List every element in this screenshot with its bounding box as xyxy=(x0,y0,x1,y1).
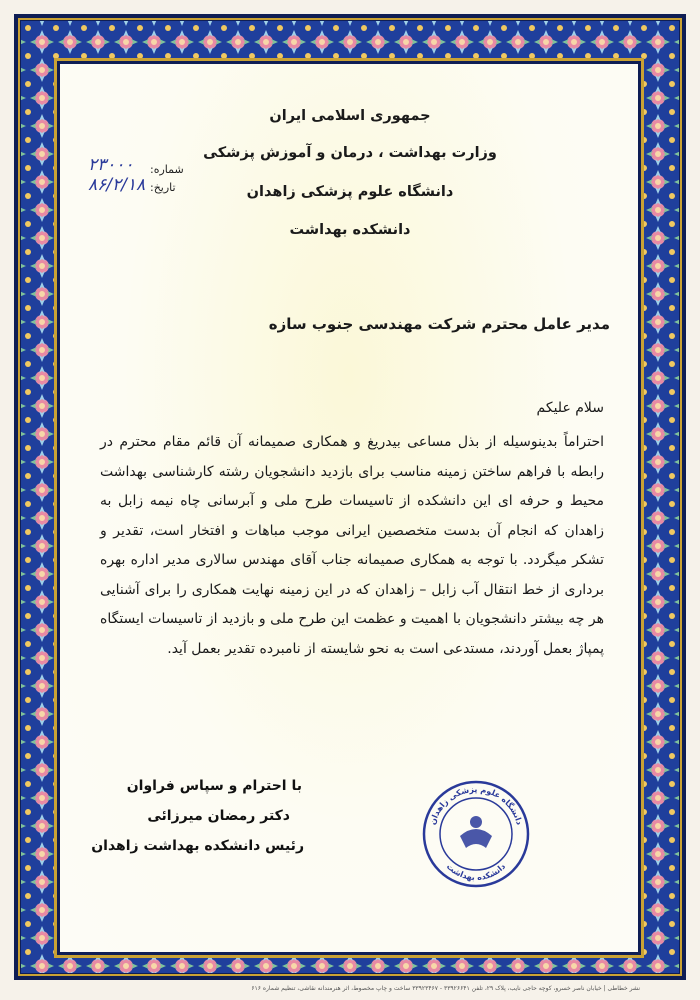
letter-body-text: احتراماً بدینوسیله از بذل مساعی بیدریغ و همکاری صمیمانه آن قائم مقام محترم در رابطه با فراهم ساختن زمینه مناسب برای بازدید دانشجویان رشته کارشناسی بهداشت محیط و حرفه ای این دانشکده از تاسیسات طرح ملی و آبرسانی چاه نیمه زابل به زاهدان که انجام آن بدست متخصصین ایرانی موجب مباهات و افتخار است، تقدیر و تشکر میگردد. با توجه به همکاری صمیمانه جناب آقای مهندس سالاری مدیر اداره بهره برداری از خط انتقال آب زابل – زاهدان که در این زمینه نهایت همکاری را برای آشنایی هر چه بیشتر دانشجویان با اهمیت و عظمت این طرح ملی و بازدید از تاسیسات ایستگاه پمپاژ بعمل آوردند، مستدعی است به نحو شایسته از نامبرده تقدیر بعمل آید. xyxy=(100,434,604,657)
stamp-bottom-text: دانشکده بهداشت xyxy=(444,861,508,883)
stamp-emblem xyxy=(460,829,492,848)
number-label: شماره: xyxy=(150,163,184,176)
header-line-4: دانشکده بهداشت xyxy=(289,222,411,238)
printer-footer: نشر خطاطی | خیابان ناصر خسرو، کوچه حاجی نایب، پلاک ۲۹، تلفن ۳۳۹۲۶۶۴۱ - ۳۳۹۲۳۴۶۷ ساخت و چاپ مخصوط، اثر هنرمندانه نقاشی، تنظیم شماره ۶۱۶ xyxy=(251,985,640,992)
header-line-3: دانشگاه علوم پزشکی زاهدان xyxy=(246,184,454,200)
date-label: تاریخ: xyxy=(150,181,176,194)
greeting: سلام علیکم xyxy=(536,400,604,416)
signature-title: رئیس دانشکده بهداشت زاهدان xyxy=(91,838,304,854)
signature-closing: با احترام و سپاس فراوان xyxy=(126,778,302,794)
date-value: ۸۶/۲/۱۸ xyxy=(88,175,146,195)
svg-text:دانشکده بهداشت xyxy=(445,862,507,882)
official-stamp xyxy=(420,778,532,890)
stamp-top-text: دانشگاه علوم پزشکی زاهدان xyxy=(428,784,524,826)
header-line-2: وزارت بهداشت ، درمان و آموزش پزشکی xyxy=(203,145,497,161)
number-value: ۲۳۰۰۰ xyxy=(88,155,134,175)
addressee: مدیر عامل محترم شرکت مهندسی جنوب سازه xyxy=(268,315,610,333)
letter-body xyxy=(100,428,604,664)
header-line-1: جمهوری اسلامی ایران xyxy=(269,108,431,124)
signature-name: دکتر رمضان میرزائی xyxy=(147,808,290,824)
